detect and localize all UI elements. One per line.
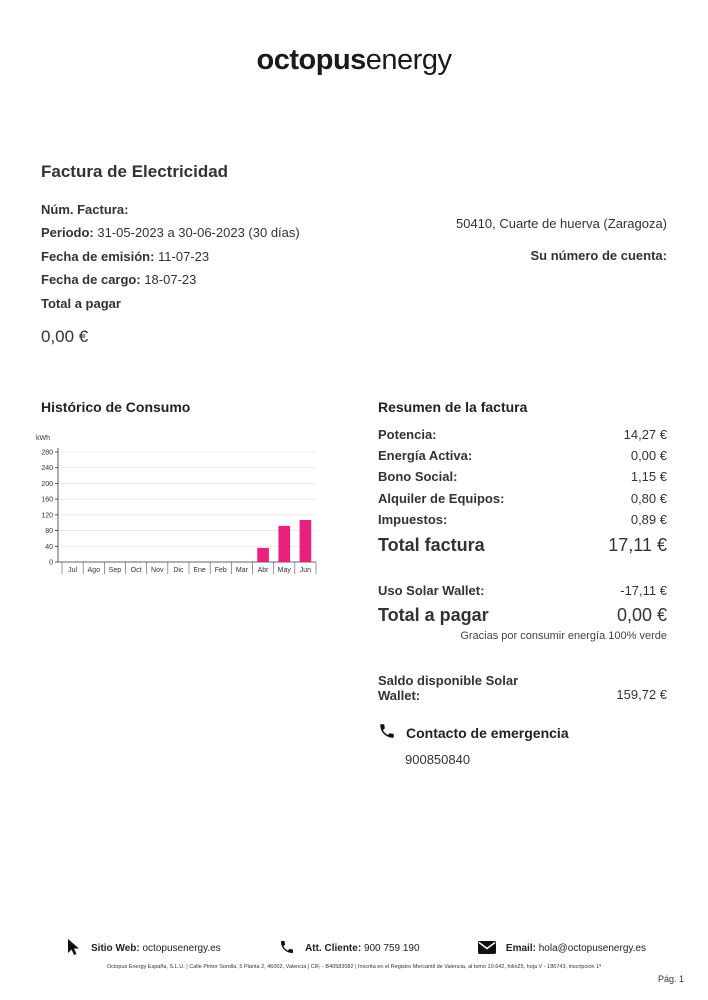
footer-contact-bar <box>0 938 708 959</box>
x-tick-label: Abr <box>257 567 269 574</box>
x-tick-label: Jul <box>68 567 78 574</box>
total-to-pay-value: 0,00 € <box>41 327 89 346</box>
summary-row-bono-social: Bono Social: 1,15 € <box>378 469 667 484</box>
x-tick-label: Jun <box>299 567 312 574</box>
y-axis-unit-label: kWh <box>36 435 50 442</box>
customer-address: 50410, Cuarte de huerva (Zaragoza) <box>455 216 667 231</box>
x-tick-label: Sep <box>108 567 122 574</box>
invoice-title: Factura de Electricidad <box>41 162 229 181</box>
phone-icon <box>378 722 396 743</box>
y-tick-label: 80 <box>45 528 53 536</box>
x-tick-label: Ene <box>193 567 206 574</box>
summary-row-alquiler: Alquiler de Equipos: 0,80 € <box>378 491 667 506</box>
bar-jun <box>300 520 312 562</box>
legal-notice: Octopus Energy España, S.L.U. | Calle Pintor Sorolla, 5 Planta 2, 46002, Valencia | CIF, - B40583082 | Inscrita en el Registro Mercantil de Valencia, al tomo 10.642, folio25, hoja V - 186743, inscripción 1ª <box>106 964 602 970</box>
bar-abr <box>257 548 269 562</box>
x-tick-label: Feb <box>214 567 227 574</box>
footer-email[interactable]: Email: hola@octopusenergy.es <box>478 938 646 959</box>
invoice-period: Periodo: 31-05-2023 a 30-06-2023 (30 días) <box>41 225 300 240</box>
footer-customer-service[interactable]: Att. Cliente: 900 759 190 <box>279 938 420 959</box>
total-a-pagar-row: Total a pagar 0,00 € <box>378 605 667 625</box>
y-tick-label: 120 <box>41 512 53 520</box>
y-tick-label: 200 <box>41 480 53 488</box>
y-tick-label: 0 <box>49 559 53 567</box>
invoice-emission-date: Fecha de emisión: 11-07-23 <box>41 249 210 264</box>
envelope-icon <box>478 941 496 957</box>
x-tick-label: May <box>277 567 291 574</box>
phone-icon <box>279 939 295 958</box>
summary-row-potencia: Potencia: 14,27 € <box>378 427 667 442</box>
summary-row-energia-activa: Energía Activa: 0,00 € <box>378 448 667 463</box>
octopus-energy-logo: octopusenergy <box>256 44 452 76</box>
y-tick-label: 160 <box>41 496 53 504</box>
page-number: Pág. 1 <box>657 974 684 984</box>
summary-row-impuestos: Impuestos: 0,89 € <box>378 512 667 527</box>
cursor-icon <box>67 938 81 959</box>
emergency-contact-title: Contacto de emergencia <box>378 722 569 743</box>
green-energy-note: Gracias por consumir energía 100% verde <box>460 630 667 642</box>
x-tick-label: Nov <box>151 567 164 574</box>
y-tick-label: 40 <box>45 543 53 551</box>
solar-wallet-balance-value: 159,72 € <box>616 687 667 702</box>
footer-website[interactable]: Sitio Web: octopusenergy.es <box>67 938 221 959</box>
account-number-label: Su número de cuenta: <box>530 248 667 263</box>
x-tick-label: Oct <box>130 567 142 574</box>
x-tick-label: Mar <box>235 567 248 574</box>
total-factura-row: Total factura 17,11 € <box>378 535 667 555</box>
consumption-history-title: Histórico de Consumo <box>41 399 191 415</box>
x-tick-label: Ago <box>87 567 100 574</box>
consumption-chart <box>30 430 320 580</box>
solar-wallet-usage-row: Uso Solar Wallet: -17,11 € <box>378 583 667 598</box>
invoice-number: Núm. Factura: <box>41 202 129 217</box>
emergency-phone-number: 900850840 <box>405 752 471 767</box>
invoice-summary-title: Resumen de la factura <box>378 399 528 415</box>
total-to-pay-label: Total a pagar <box>41 296 121 311</box>
y-tick-label: 280 <box>41 449 53 457</box>
bar-may <box>278 526 290 562</box>
y-tick-label: 240 <box>41 465 53 473</box>
solar-wallet-balance-label: Saldo disponible Solar Wallet: <box>378 673 519 703</box>
x-tick-label: Dic <box>173 567 184 574</box>
invoice-charge-date: Fecha de cargo: 18-07-23 <box>41 272 197 287</box>
